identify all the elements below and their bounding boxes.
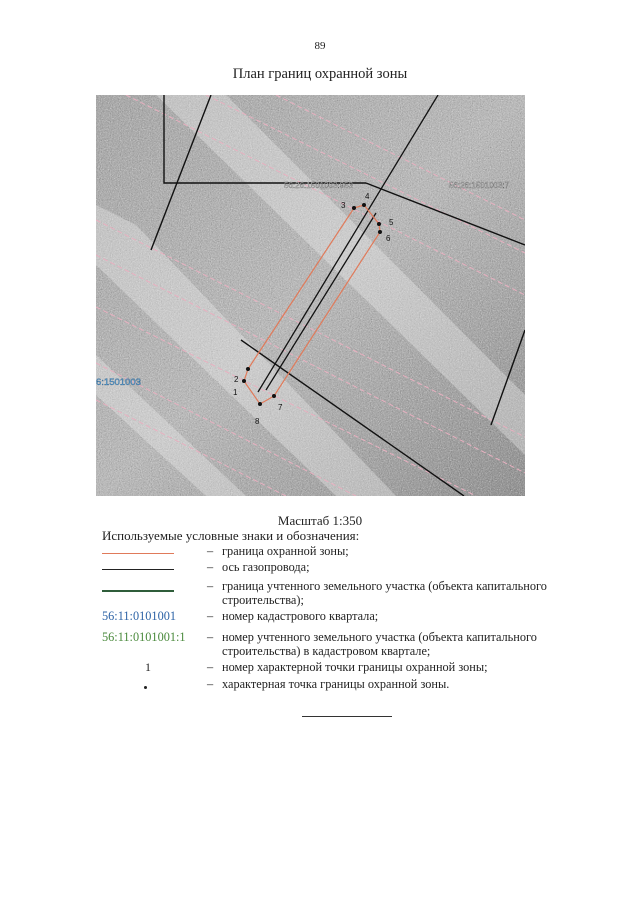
legend-text: номер кадастрового квартала; [222,609,379,623]
point-label-5: 5 [389,218,394,227]
point-1 [242,379,246,383]
point-8 [258,402,262,406]
legend-dash: – [207,677,214,691]
end-divider [302,716,392,717]
point-label-4: 4 [365,192,370,201]
page-number: 89 [314,40,326,52]
legend-text: ось газопровода; [222,560,310,574]
legend-text: характерная точка границы охранной зоны. [222,677,450,691]
point-7 [272,394,276,398]
point-label-2: 2 [234,375,239,384]
point-2 [246,367,250,371]
point-dot-symbol [144,686,147,689]
legend-text: номер учтенного земельного участка (объекта капитального строительства) в кадастровом квартале; [222,630,537,658]
point-label-7: 7 [278,403,283,412]
quarter-number-symbol: 56:11:0101001 [102,609,177,623]
legend-text: граница охранной зоны; [222,544,349,558]
boundary-map [96,95,525,496]
black-line-symbol [102,569,174,570]
point-label-1: 1 [233,388,238,397]
point-6 [378,230,382,234]
legend-text: номер характерной точки границы охранной зоны; [222,660,488,674]
point-label-8: 8 [255,417,260,426]
point-label-3: 3 [341,201,346,210]
legend-dash: – [207,544,214,558]
legend-dash: – [207,579,214,593]
legend-text: граница учтенного земельного участка (объекта капитального строительства); [222,579,547,607]
red-line-symbol [102,553,174,554]
legend-dash: – [207,560,214,574]
point-5 [377,222,381,226]
legend-dash: – [207,609,214,623]
point-label-6: 6 [386,234,391,243]
map-drawing [96,95,525,496]
quarter-label-left: 6:1501003 [96,377,141,388]
point-number-symbol: 1 [145,660,151,674]
page-title: План границ охранной зоны [232,66,408,82]
parcel-label-right: 56:26:1501003:7 [449,181,510,190]
parcel-label-center: 56:26:1501003:953 [284,181,353,190]
legend-dash: – [207,630,214,644]
point-3 [352,206,356,210]
green-line-symbol [102,590,174,592]
map-scale: Масштаб 1:350 [277,513,363,528]
legend-heading: Используемые условные знаки и обозначения: [102,528,360,543]
parcel-number-symbol: 56:11:0101001:1 [102,630,186,644]
point-4 [362,203,366,207]
legend-dash: – [207,660,214,674]
